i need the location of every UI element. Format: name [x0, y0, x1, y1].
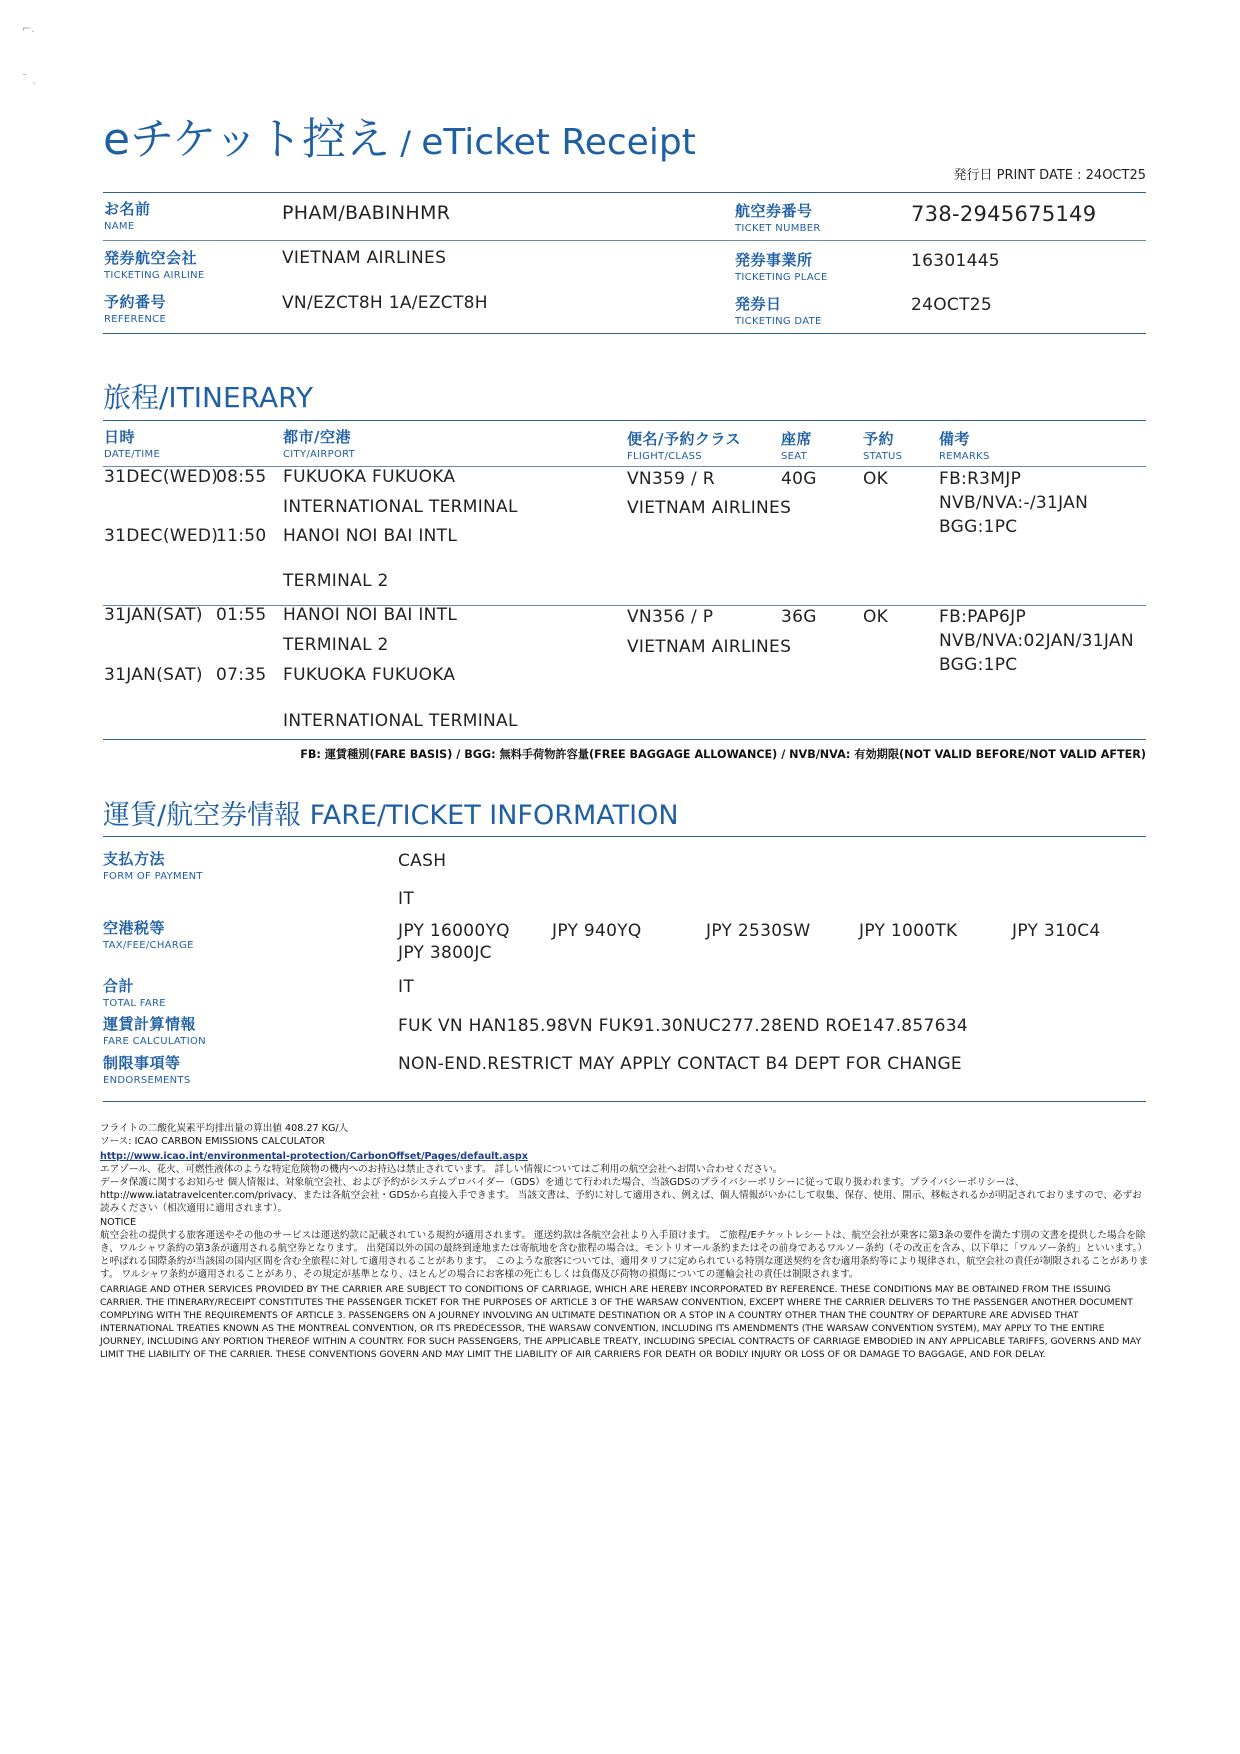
seg2-dep-date: 31JAN(SAT) [104, 605, 203, 625]
info-bottom-rule [103, 333, 1146, 334]
title-separator: / [390, 124, 422, 162]
fare-heading: 運賃/航空券情報 FARE/TICKET INFORMATION [103, 800, 679, 831]
seg2-remarks-fb: FB:PAP6JP [939, 607, 1026, 627]
title-en: eTicket Receipt [421, 122, 696, 163]
ticketing-place-label-jp: 発券事業所 [735, 251, 813, 269]
col-city-en: CITY/AIRPORT [283, 449, 356, 460]
fare-top-rule [103, 836, 1146, 837]
seg2-arr-date: 31JAN(SAT) [104, 665, 203, 685]
print-date [954, 164, 1146, 183]
ticket-number-label-en: TICKET NUMBER [735, 223, 821, 234]
total-label-en: TOTAL FARE [103, 998, 166, 1009]
ticket-number-label-jp: 航空券番号 [735, 202, 813, 220]
calc-label-en: FARE CALCULATION [103, 1036, 206, 1047]
info-top-rule [103, 192, 1146, 193]
seg2-dep-terminal: TERMINAL 2 [283, 635, 389, 655]
notice-jp: 航空会社の提供する旅客運送やその他のサービスは運送約款に記載されている規約が適用されます。 運送約款は各航空会社より入手頂けます。 ご旅程/Eチケットレシートは、航空会社が乗客に第3条の要件を満たす別の文書を提供した場合を除き、ワルシャワ条約の第3条が適用される航空券となります。 出発国以外の国の最終到達地または寄航地を含む旅程の場合は、モントリオール条約またはその前身であるワルソー条約（その改正を含み、以下単に「ワルソー条約」といいます。）と呼ばれる国際条約が当該国の国内区間を含む全旅程に対して適用されることがあります。 このような旅客については、適用タリフに定められている特別な運送契約を含む適用条約等により規律され、航空会社の責任が制限されることがあります。 ワルシャワ条約が適用されることがあり、その規定が基準となり、ほとんどの場合にお客様の死亡もしくは負傷及び荷物の損傷についての運輸会社の責任は制限されます。 [100, 1230, 1149, 1280]
fare-calculation: FUK VN HAN185.98VN FUK91.30NUC277.28END ROE147.857634 [398, 1016, 968, 1036]
tax-label-jp: 空港税等 [103, 919, 166, 937]
itinerary-heading: 旅程/ITINERARY [103, 381, 313, 414]
seg2-arr-terminal: INTERNATIONAL TERMINAL [283, 711, 518, 731]
seg1-arr-terminal: TERMINAL 2 [283, 571, 389, 591]
print-date-value: 24OCT25 [1085, 168, 1146, 183]
seg2-dep-city: HANOI NOI BAI INTL [283, 605, 458, 625]
ticketing-place-label-en: TICKETING PLACE [735, 272, 828, 283]
privacy-note: データ保護に関するお知らせ 個人情報は、対象航空会社、および予約がシステムプロバイダー（GDS）を通じて行われた場合、当該GDSのプライバシーポリシーに従って取り扱われます。プライバシーポリシーは、http://www.iatatravelcenter.com/privacy、または各航空会社・GDSから直接入手できます。 当該文書は、予約に対して適用され、例えば、個人情報がいかにして収集、保存、使用、開示、移転されるかが明記されておりますので、必ずお読みください（相次適用に適用されます）。 [100, 1177, 1142, 1214]
col-flight-en: FLIGHT/CLASS [627, 451, 702, 462]
endorse-label-en: ENDORSEMENTS [103, 1075, 191, 1086]
reference-label-jp: 予約番号 [104, 293, 167, 311]
seg2-dep-time: 01:55 [216, 605, 267, 625]
endorse-label-jp: 制限事項等 [103, 1054, 181, 1072]
name-label-en: NAME [104, 221, 135, 232]
seg2-status: OK [863, 607, 889, 627]
title-jp: eチケット控え [103, 114, 391, 165]
ticketing-date: 24OCT25 [911, 295, 992, 315]
col-status-en: STATUS [863, 451, 903, 462]
hazmat-note: エアゾール、花火、可燃性液体のような特定危険物の機内へのお持込は禁止されています。 詳しい情報についてはご利用の航空会社へお問い合わせください。 [100, 1164, 783, 1175]
seg1-carrier: VIETNAM AIRLINES [627, 498, 792, 518]
notice-en: CARRIAGE AND OTHER SERVICES PROVIDED BY THE CARRIER ARE SUBJECT TO CONDITIONS OF CARRIAGE, WHICH ARE HEREBY INCORPORATED BY REFERENCE. THESE CONDITIONS MAY BE OBTAINED FROM THE ISSUING CARRIER. THE ITINERARY/RECEIPT CONSTITUTES THE PASSENGER TICKET FOR THE PURPOSES OF ARTICLE 3 OF THE WARSAW CONVENTION, EXCEPT WHERE THE CARRIER DELIVERS TO THE PASSENGER ANOTHER DOCUMENT COMPLYING WITH THE REQUIREMENTS OF ARTICLE 3. PASSENGERS ON A JOURNEY INVOLVING AN ULTIMATE DESTINATION OR A STOP IN A COUNTRY OTHER THAN THE COUNTRY OF DEPARTURE ARE ADVISED THAT INTERNATIONAL TREATIES KNOWN AS THE MONTREAL CONVENTION, OR ITS PREDECESSOR, THE WARSAW CONVENTION, INCLUDING ITS AMENDMENTS (THE WARSAW CONVENTION SYSTEM), MAY APPLY TO THE ENTIRE JOURNEY, INCLUDING ANY PORTION THEREOF WITHIN A COUNTRY. FOR SUCH PASSENGERS, THE APPLICABLE TREATY, INCLUDING SPECIAL CONTRACTS OF CARRIAGE EMBODIED IN ANY APPLICABLE TARIFFS, GOVERNS AND MAY LIMIT THE LIABILITY OF THE CARRIER. THESE CONVENTIONS GOVERN AND MAY LIMIT THE LIABILITY OF AIR CARRIERS FOR DEATH OR BODILY INJURY OR LOSS OF OR DAMAGE TO BAGGAGE, AND FOR DELAY. [100, 1284, 1142, 1360]
col-remarks-jp: 備考 [939, 430, 971, 448]
tax-label-en: TAX/FEE/CHARGE [103, 940, 194, 951]
col-date-jp: 日時 [104, 428, 136, 446]
seg1-dep-city: FUKUOKA FUKUOKA [283, 467, 456, 487]
tax-item: JPY 1000TK [859, 921, 958, 941]
fare-bottom-rule [103, 1101, 1146, 1102]
seg1-flight: VN359 / R [627, 469, 715, 489]
payment-label-en: FORM OF PAYMENT [103, 871, 203, 882]
seg2-remarks-bgg: BGG:1PC [939, 655, 1018, 675]
co2-source: ソース: ICAO CARBON EMISSIONS CALCULATOR [100, 1136, 326, 1147]
seg1-dep-terminal: INTERNATIONAL TERMINAL [283, 497, 518, 517]
passenger-name: PHAM/BABINHMR [282, 202, 451, 224]
seg1-dep-date: 31DEC(WED) [104, 467, 219, 487]
icao-link[interactable]: http://www.icao.int/environmental-protection/CarbonOffset/Pages/default.aspx [100, 1151, 528, 1162]
ticketing-date-label-en: TICKETING DATE [735, 316, 822, 327]
notice-label: NOTICE [100, 1217, 137, 1228]
ticketing-airline-label-en: TICKETING AIRLINE [104, 270, 205, 281]
col-seat-jp: 座席 [781, 430, 813, 448]
total-label-jp: 合計 [103, 977, 135, 995]
seg1-seat: 40G [781, 469, 817, 489]
page-title [103, 103, 696, 167]
name-label-jp: お名前 [104, 200, 151, 218]
col-status-jp: 予約 [863, 430, 895, 448]
ticketing-airline: VIETNAM AIRLINES [282, 248, 447, 268]
seg1-arr-time: 11:50 [216, 526, 267, 546]
reference: VN/EZCT8H 1A/EZCT8H [282, 293, 488, 313]
seg1-status: OK [863, 469, 889, 489]
seg2-arr-city: FUKUOKA FUKUOKA [283, 665, 456, 685]
tax-item: JPY 310C4 [1012, 921, 1101, 941]
col-date-en: DATE/TIME [104, 449, 161, 460]
payment-value: CASH [398, 851, 447, 871]
tax-item: JPY 940YQ [552, 921, 642, 941]
icao-link-wrap [100, 1150, 528, 1163]
seg1-remarks-fb: FB:R3MJP [939, 469, 1022, 489]
tax-item: JPY 3800JC [398, 943, 492, 963]
seg1-arr-date: 31DEC(WED) [104, 526, 219, 546]
ticketing-airline-label-jp: 発券航空会社 [104, 249, 198, 267]
print-date-label: 発行日 PRINT DATE : [953, 168, 1086, 183]
itinerary-bottom-rule [103, 739, 1146, 740]
itinerary-legend: FB: 運賃種別(FARE BASIS) / BGG: 無料手荷物許容量(FREE BAGGAGE ALLOWANCE) / NVB/NVA: 有効期限(NOT VALID BEFORE/NOT VALID AFTER) [300, 748, 1146, 761]
ticket-number: 738-2945675149 [911, 202, 1097, 226]
col-city-jp: 都市/空港 [283, 428, 351, 446]
payment-label-jp: 支払方法 [103, 850, 166, 868]
scan-mark: ⌐. [22, 22, 35, 35]
itinerary-top-rule [103, 420, 1146, 421]
tax-item: JPY 16000YQ [398, 921, 510, 941]
seg2-seat: 36G [781, 607, 817, 627]
seg2-remarks-nvb: NVB/NVA:02JAN/31JAN [939, 631, 1134, 651]
fare-value: IT [398, 889, 414, 909]
tax-item: JPY 2530SW [706, 921, 811, 941]
scan-mark: ˘ ˏ [22, 72, 37, 85]
seg1-arr-city: HANOI NOI BAI INTL [283, 526, 458, 546]
col-seat-en: SEAT [781, 451, 808, 462]
ticketing-place: 16301445 [911, 251, 1000, 271]
endorsements: NON-END.RESTRICT MAY APPLY CONTACT B4 DEPT FOR CHANGE [398, 1054, 962, 1074]
seg1-remarks-nvb: NVB/NVA:-/31JAN [939, 493, 1089, 513]
ticketing-date-label-jp: 発券日 [735, 295, 782, 313]
co2-note: フライトの二酸化炭素平均排出量の算出値 408.27 KG/人 [100, 1123, 349, 1134]
seg2-arr-time: 07:35 [216, 665, 267, 685]
info-rule [103, 240, 1146, 241]
seg1-remarks-bgg: BGG:1PC [939, 517, 1018, 537]
seg2-carrier: VIETNAM AIRLINES [627, 637, 792, 657]
reference-label-en: REFERENCE [104, 314, 167, 325]
col-remarks-en: REMARKS [939, 451, 990, 462]
calc-label-jp: 運賃計算情報 [103, 1015, 197, 1033]
total-value: IT [398, 977, 414, 997]
seg2-flight: VN356 / P [627, 607, 714, 627]
col-flight-jp: 便名/予約クラス [627, 430, 742, 448]
seg1-dep-time: 08:55 [216, 467, 267, 487]
